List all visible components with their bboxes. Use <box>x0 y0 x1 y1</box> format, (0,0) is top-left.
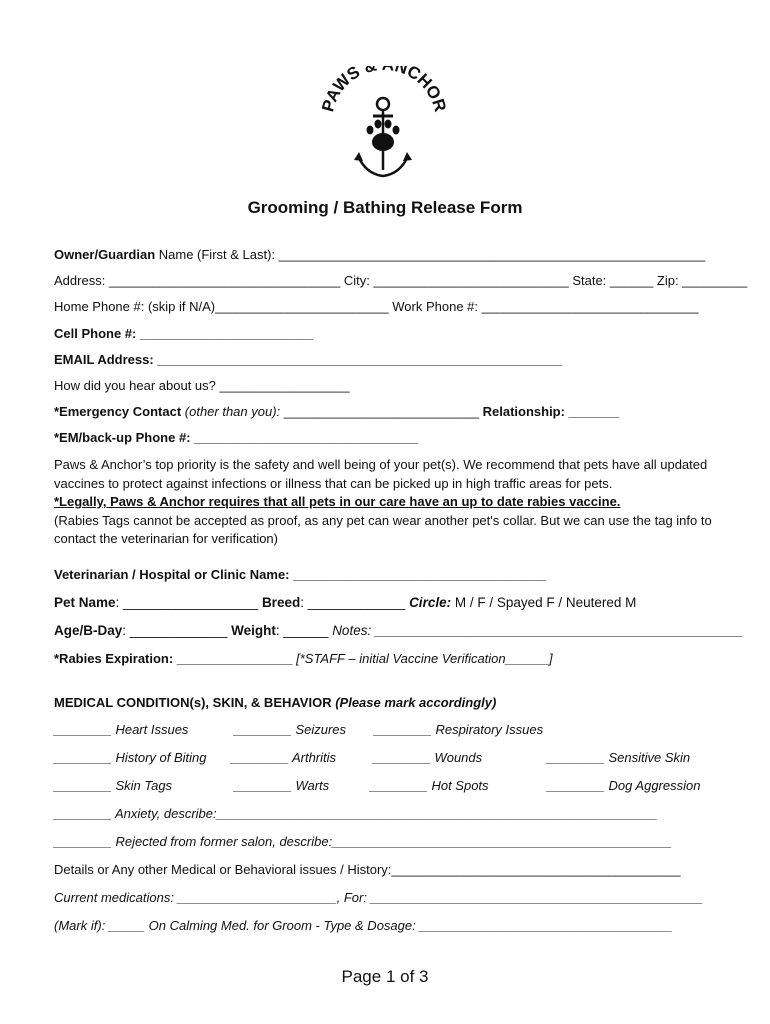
circle-label: Circle: <box>409 595 452 610</box>
sex-options[interactable]: M / F / Spayed F / Neutered M <box>451 595 637 610</box>
medical-heading-note: (Please mark accordingly) <box>331 695 497 710</box>
wounds-item[interactable]: ________ Wounds <box>373 750 483 765</box>
breed-blank: : _____________ <box>300 595 410 610</box>
logo-text: PAWS & NCHOR <box>318 66 448 114</box>
emergency-paren: (other than you): <box>181 404 284 419</box>
hot-spots-item[interactable]: ________ Hot Spots <box>370 778 489 793</box>
biting-item[interactable]: ________ History of Biting <box>54 750 207 765</box>
warts-item[interactable]: ________ Warts <box>234 778 330 793</box>
form-title: Grooming / Bathing Release Form <box>247 198 523 217</box>
weight-blank: : ______ <box>275 623 333 638</box>
skin-tags-item[interactable]: ________ Skin Tags <box>54 778 173 793</box>
pet-name-label: Pet Name <box>54 595 116 610</box>
policy-paragraph <box>54 456 724 549</box>
heart-issues-item[interactable]: ________ Heart Issues <box>54 722 189 737</box>
rabies-requirement: *Legally, Paws & Anchor requires that all pets in our care have an up to date rabies vaccine. <box>54 494 621 509</box>
phones-field[interactable]: Home Phone #: (skip if N/A)________________________ Work Phone #: ______________________________ <box>54 299 699 314</box>
breed-label: Breed <box>261 595 301 610</box>
referral-field[interactable]: How did you hear about us? __________________ <box>54 378 350 393</box>
anxiety-item[interactable]: ________ Anxiety, describe:_____________________________________________________________ <box>54 806 658 821</box>
notes-field: Notes: _________________________________________________ <box>332 623 743 638</box>
medical-heading-text: MEDICAL CONDITION(s), SKIN, & BEHAVIOR <box>54 695 332 710</box>
page-number: Page 1 of 3 <box>341 967 429 986</box>
rabies-tag-note: (Rabies Tags cannot be accepted as proof, as any pet can wear another pet's collar. But we can use the tag info to contact the veterinarian for verification) <box>54 512 712 546</box>
paws-anchor-logo <box>318 66 448 186</box>
policy-text: Paws & Anchor’s top priority is the safety and well being of your pet(s). We recommend that pets have all updated vaccines to protect against infections or illness that can be picked up in high traffic areas for pets. <box>54 457 708 491</box>
sensitive-skin-item[interactable]: ________ Sensitive Skin <box>547 750 691 765</box>
medical-heading <box>54 695 496 710</box>
respiratory-item[interactable]: ________ Respiratory Issues <box>374 722 544 737</box>
emergency-label: *Emergency Contact <box>54 404 182 419</box>
age-weight-row[interactable] <box>54 623 743 638</box>
backup-phone-field[interactable]: *EM/back-up Phone #: _______________________________ <box>54 430 419 445</box>
staff-verification: [*STAFF – initial Vaccine Verification______] <box>292 651 553 666</box>
emergency-contact-field[interactable] <box>54 404 619 419</box>
seizures-item[interactable]: ________ Seizures <box>234 722 347 737</box>
address-field[interactable]: Address: ________________________________ City: ___________________________ State: ______ Zip: _________ <box>54 273 748 288</box>
rejected-item[interactable]: ________ Rejected from former salon, describe:_______________________________________________ <box>54 834 673 849</box>
calming-med-field[interactable]: (Mark if): _____ On Calming Med. for Groom - Type & Dosage: ___________________________________ <box>54 918 673 933</box>
dog-aggression-item[interactable]: ________ Dog Aggression <box>547 778 701 793</box>
svg-text:PAWS & ANCHOR <box>318 66 448 114</box>
arthritis-item[interactable]: ________ Arthritis <box>231 750 337 765</box>
details-field[interactable]: Details or Any other Medical or Behavioral issues / History:________________________________________ <box>54 862 681 877</box>
pet-name-row[interactable] <box>54 595 636 610</box>
rabies-expiration: *Rabies Expiration: ________________ <box>54 651 293 666</box>
vet-field[interactable]: Veterinarian / Hospital or Clinic Name: ___________________________________ <box>54 567 547 582</box>
age-label: Age/B-Day <box>54 623 123 638</box>
owner-label: Owner/Guardian <box>54 247 156 262</box>
pet-name-blank: : __________________ <box>115 595 262 610</box>
age-blank: : _____________ <box>122 623 232 638</box>
cell-phone-field[interactable]: Cell Phone #: ________________________ <box>54 326 314 341</box>
email-field[interactable]: EMAIL Address: ________________________________________________________ <box>54 352 563 367</box>
owner-name-field[interactable] <box>54 247 705 262</box>
emergency-line: ___________________________ <box>283 404 479 419</box>
weight-label: Weight <box>231 623 276 638</box>
relationship-label: Relationship: _______ <box>479 404 620 419</box>
medications-field[interactable]: Current medications: ______________________, For: ______________________________________________ <box>54 890 704 905</box>
rabies-row[interactable] <box>54 651 553 666</box>
owner-rest: Name (First & Last): ___________________________________________________________ <box>155 247 706 262</box>
